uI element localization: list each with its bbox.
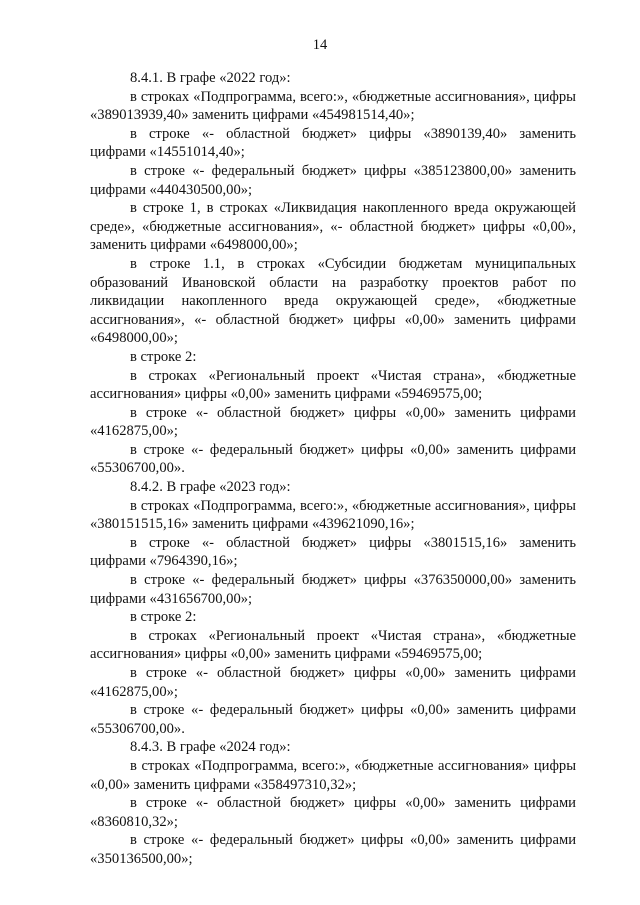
- paragraph: в строках «Подпрограмма, всего:», «бюджетные ассигнования» цифры «0,00» заменить цифрами «358497310,32»;: [90, 757, 576, 793]
- section-heading-2024: 8.4.3. В графе «2024 год»:: [130, 739, 291, 756]
- page-number: 14: [312, 37, 328, 53]
- paragraph: в строках «Подпрограмма, всего:», «бюджетные ассигнования», цифры «389013939,40» заменить цифрами «454981514,40»;: [90, 88, 576, 124]
- paragraph: в строке «- областной бюджет» цифры «0,00» заменить цифрами «8360810,32»;: [90, 795, 576, 830]
- paragraph: в строке «- областной бюджет» цифры «3801515,16» заменить цифрами «7964390,16»;: [90, 534, 576, 570]
- paragraph: в строках «Подпрограмма, всего:», «бюджетные ассигнования», цифры «380151515,16» заменить цифрами «439621090,16»;: [90, 497, 576, 533]
- paragraph: в строке «- областной бюджет» цифры «0,00» заменить цифрами «4162875,00»;: [90, 404, 576, 440]
- paragraph: в строках «Региональный проект «Чистая страна», «бюджетные ассигнования» цифры «0,00» заменить цифрами «59469575,00;: [90, 367, 576, 403]
- paragraph: в строке 2:: [130, 348, 197, 365]
- paragraph: в строке «- федеральный бюджет» цифры «376350000,00» заменить цифрами «431656700,00»;: [90, 572, 576, 607]
- paragraph: в строке «- областной бюджет» цифры «0,00» заменить цифрами «4162875,00»;: [90, 665, 576, 700]
- section-heading-2022: 8.4.1. В графе «2022 год»:: [130, 70, 291, 86]
- paragraph: в строке «- федеральный бюджет» цифры «0,00» заменить цифрами «55306700,00».: [90, 702, 576, 737]
- paragraph: в строке 1, в строках «Ликвидация накопленного вреда окружающей среде», «бюджетные ассигнования», «- областной бюджет» цифры «0,00», заменить цифрами «6498000,00»;: [90, 200, 576, 254]
- document-body: [90, 69, 576, 869]
- paragraph: в строке «- областной бюджет» цифры «3890139,40» заменить цифрами «14551014,40»;: [90, 125, 576, 161]
- paragraph: в строке «- федеральный бюджет» цифры «385123800,00» заменить цифрами «440430500,00»;: [90, 162, 576, 198]
- paragraph: в строке «- федеральный бюджет» цифры «0,00» заменить цифрами «55306700,00».: [90, 441, 576, 477]
- paragraph: в строке 1.1, в строках «Субсидии бюджетам муниципальных образований Ивановской области на разработку проектов работ по ликвидации накопленного вреда окружающей среде», «бюджетные ассигнования», «- областной бюджет» цифры «0,00» заменить цифрами «6498000,00»;: [90, 255, 576, 347]
- paragraph: в строках «Региональный проект «Чистая страна», «бюджетные ассигнования» цифры «0,00» заменить цифрами «59469575,00;: [90, 627, 576, 663]
- section-heading-2023: 8.4.2. В графе «2023 год»:: [130, 479, 291, 496]
- paragraph: в строке «- федеральный бюджет» цифры «0,00» заменить цифрами «350136500,00»;: [90, 832, 576, 867]
- paragraph: в строке 2:: [130, 609, 197, 626]
